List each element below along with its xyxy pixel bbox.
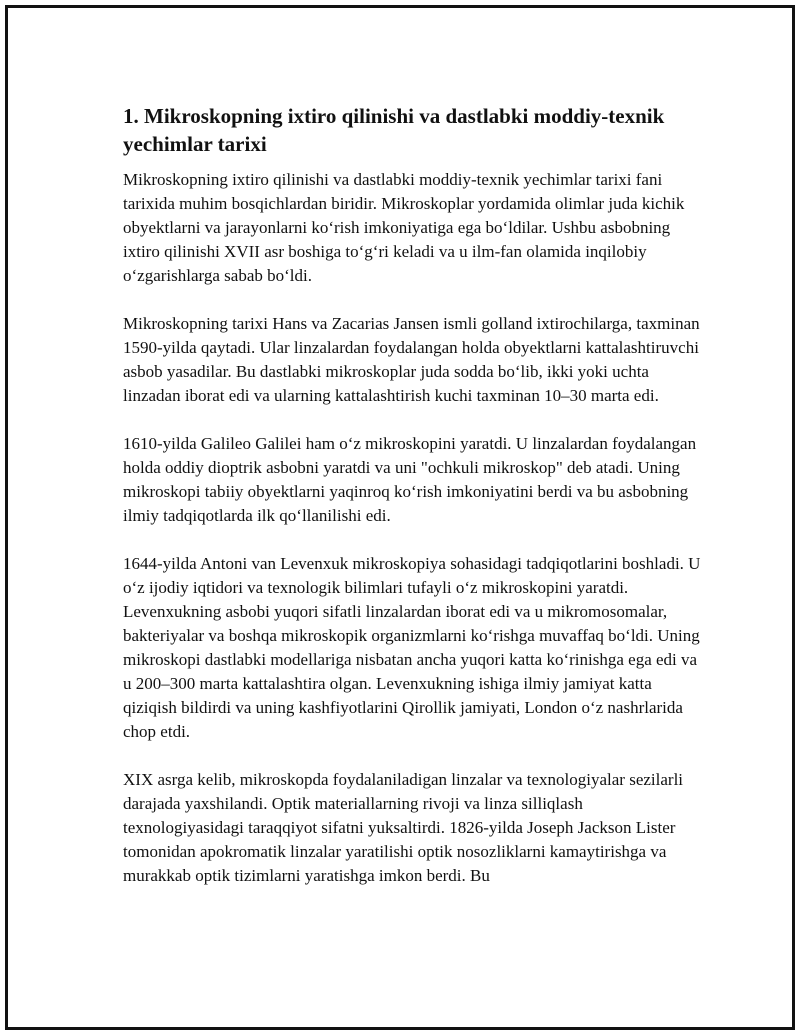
page-frame — [5, 5, 795, 1030]
section-title: 1. Mikroskopning ixtiro qilinishi va dastlabki moddiy-texnik yechimlar tarixi — [123, 104, 665, 156]
paragraph-galilei: 1610-yilda Galileo Galilei ham o‘z mikroskopini yaratdi. U linzalardan foydalangan holda oddiy dioptrik asbobni yaratdi va uni "ochkuli mikroskop" deb atadi. Uning mikroskopi tabiiy obyektlarni yaqinroq ko‘rish imkoniyatini berdi va bu asbobning ilmiy tadqiqotlarda ilk qo‘llanilishi edi. — [123, 434, 697, 525]
paragraph-levenxuk: 1644-yilda Antoni van Levenxuk mikroskopiya sohasidagi tadqiqotlarini boshladi. U o‘z ijodiy iqtidori va texnologik bilimlari tufayli o‘z mikroskopini yaratdi. Levenxukning asbobi yuqori sifatli linzalardan iborat edi va u mikromosomalar, bakteriyalar va boshqa mikroskopik organizmlarni ko‘rishga muvaffaq bo‘ldi. Uning mikroskopi dastlabki modellariga nisbatan ancha yuqori katta ko‘rinishga ega edi va u 200–300 marta kattalashtira olgan. Levenxukning ishiga ilmiy jamiyat katta qiziqish bildirdi va uning kashfiyotlarini Qirollik jamiyati, London o‘z nashrlarida chop etdi. — [123, 554, 701, 741]
paragraph-intro: Mikroskopning ixtiro qilinishi va dastlabki moddiy-texnik yechimlar tarixi fani tarixida muhim bosqichlardan biridir. Mikroskoplar yordamida olimlar juda kichik obyektlarni va jarayonlarni ko‘rish imkoniyatiga ega bo‘ldilar. Ushbu asbobning ixtiro qilinishi XVII asr boshiga to‘g‘ri keladi va u ilm-fan olamida inqilobiy o‘zgarishlarga sabab bo‘ldi. — [123, 170, 685, 285]
paragraph-jansen: Mikroskopning tarixi Hans va Zacarias Jansen ismli golland ixtirochilarga, taxminan 1590-yilda qaytadi. Ular linzalardan foydalangan holda obyektlarni kattalashtiruvchi asbob yasadilar. Bu dastlabki mikroskoplar juda sodda bo‘lib, ikki yoki uchta linzadan iborat edi va ularning kattalashtirish kuchi taxminan 10–30 marta edi. — [123, 314, 700, 405]
document-body — [123, 102, 703, 912]
paragraph-xix-century: XIX asrga kelib, mikroskopda foydalaniladigan linzalar va texnologiyalar sezilarli darajada yaxshilandi. Optik materiallarning rivoji va linza silliqlash texnologiyasidagi taraqqiyot sifatni yuksaltirdi. 1826-yilda Joseph Jackson Lister tomonidan apokromatik linzalar yaratilishi optik nosozliklarni kamaytirishga va murakkab optik tizimlarni yaratishga imkon berdi. Bu — [123, 770, 684, 885]
